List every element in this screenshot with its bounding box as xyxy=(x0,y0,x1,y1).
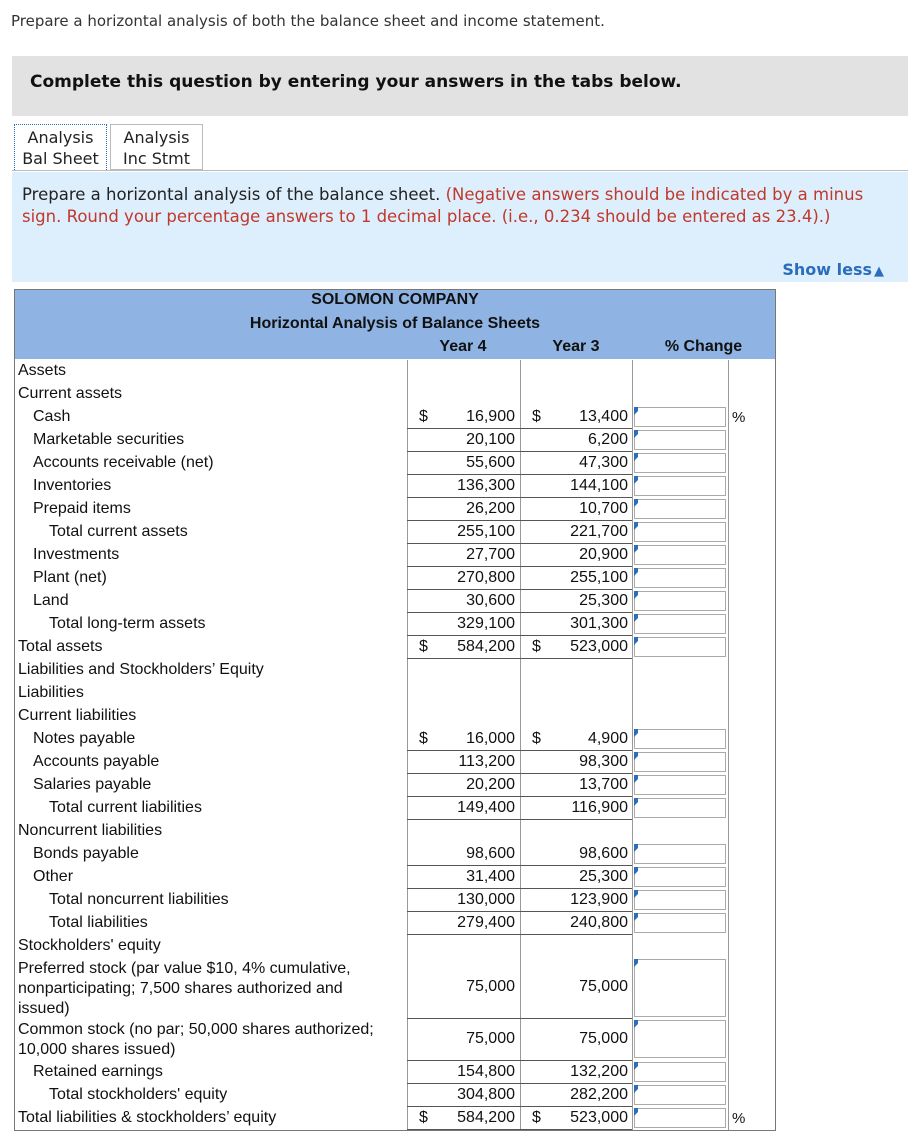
row-label: Salaries payable xyxy=(33,776,152,793)
column-divider xyxy=(728,498,729,521)
percent-sign: % xyxy=(732,409,746,426)
column-divider xyxy=(632,1061,633,1084)
column-divider xyxy=(632,1019,633,1061)
column-divider xyxy=(520,360,521,383)
value-year3: 75,000 xyxy=(579,1030,628,1047)
tab-analysis-inc-stmt[interactable] xyxy=(110,124,203,170)
column-divider xyxy=(407,705,408,728)
value-cell-border xyxy=(407,889,632,912)
table-row xyxy=(15,682,775,705)
column-divider xyxy=(632,567,633,590)
column-divider xyxy=(728,1107,729,1130)
value-cell-border xyxy=(407,452,632,475)
column-divider xyxy=(728,728,729,751)
column-divider xyxy=(632,429,633,452)
value-year4: 154,800 xyxy=(457,1063,515,1080)
column-divider xyxy=(520,383,521,406)
row-label: Other xyxy=(33,868,74,885)
column-divider xyxy=(728,590,729,613)
percent-change-input[interactable] xyxy=(634,476,726,496)
row-label: Stockholders' equity xyxy=(18,937,161,954)
instructions-panel xyxy=(12,172,908,282)
value-year4: 136,300 xyxy=(457,477,515,494)
percent-change-input[interactable] xyxy=(634,430,726,450)
row-label: Marketable securities xyxy=(33,431,185,448)
column-divider xyxy=(632,360,633,383)
value-year3: 75,000 xyxy=(579,978,628,995)
column-divider xyxy=(632,797,633,820)
percent-change-input[interactable] xyxy=(634,867,726,887)
row-label: Total stockholders' equity xyxy=(49,1086,228,1103)
dollar-sign: $ xyxy=(532,730,541,747)
value-year4: 149,400 xyxy=(457,799,515,816)
value-year3: 47,300 xyxy=(579,454,628,471)
column-divider xyxy=(728,613,729,636)
value-year3: 25,300 xyxy=(579,868,628,885)
value-year4: 255,100 xyxy=(457,523,515,540)
value-year3: 255,100 xyxy=(570,569,628,586)
dollar-sign: $ xyxy=(532,1109,541,1126)
table-header xyxy=(15,290,775,359)
row-label: Prepaid items xyxy=(33,500,131,517)
value-year3: 10,700 xyxy=(579,500,628,517)
column-divider xyxy=(728,820,729,843)
column-divider xyxy=(728,659,729,682)
value-year3: 98,300 xyxy=(579,753,628,770)
column-divider xyxy=(728,1084,729,1107)
column-divider xyxy=(728,636,729,659)
column-divider xyxy=(728,866,729,889)
value-cell-border xyxy=(407,613,632,636)
value-year3: 123,900 xyxy=(570,891,628,908)
value-cell-border xyxy=(407,797,632,820)
row-label: Total long-term assets xyxy=(49,615,206,632)
value-cell-border xyxy=(407,636,632,659)
value-year4: 20,200 xyxy=(466,776,515,793)
value-year3: 13,400 xyxy=(579,408,628,425)
column-divider xyxy=(728,682,729,705)
column-divider xyxy=(728,521,729,544)
column-divider xyxy=(632,958,633,1019)
dollar-sign: $ xyxy=(419,730,428,747)
row-label: Plant (net) xyxy=(33,569,107,586)
value-cell-border xyxy=(407,751,632,774)
column-divider xyxy=(632,935,633,958)
value-year4: 16,900 xyxy=(466,408,515,425)
tab-analysis-bal-sheet[interactable] xyxy=(14,124,107,170)
value-year3: 25,300 xyxy=(579,592,628,609)
value-year4: 584,200 xyxy=(457,638,515,655)
banner-text: Complete this question by entering your answers in the tabs below. xyxy=(30,72,682,92)
triangle-up-icon: ▲ xyxy=(874,264,884,279)
value-cell-border xyxy=(407,728,632,751)
col-change: % Change xyxy=(664,338,743,355)
row-label: Total liabilities & stockholders’ equity xyxy=(18,1109,277,1126)
col-year3: Year 3 xyxy=(552,338,600,355)
value-cell-border xyxy=(407,544,632,567)
row-label: Inventories xyxy=(33,477,112,494)
row-label: Current assets xyxy=(18,385,123,402)
instructions-text xyxy=(22,184,894,228)
value-year4: 130,000 xyxy=(457,891,515,908)
column-divider xyxy=(632,912,633,935)
value-year3: 116,900 xyxy=(571,799,628,816)
row-label: Liabilities and Stockholders’ Equity xyxy=(18,661,264,678)
row-label: Total assets xyxy=(18,638,103,655)
value-year3: 523,000 xyxy=(570,638,628,655)
percent-change-input[interactable] xyxy=(634,614,726,634)
percent-change-input[interactable] xyxy=(634,752,726,772)
column-divider xyxy=(520,682,521,705)
tab-line1: Analysis xyxy=(123,128,190,147)
column-divider xyxy=(728,383,729,406)
value-year3: 301,300 xyxy=(570,615,628,632)
percent-change-input[interactable] xyxy=(634,545,726,565)
column-divider xyxy=(632,889,633,912)
row-label: Current liabilities xyxy=(18,707,137,724)
column-divider xyxy=(632,590,633,613)
column-divider xyxy=(728,912,729,935)
column-divider xyxy=(728,1061,729,1084)
value-year3: 13,700 xyxy=(579,776,628,793)
dollar-sign: $ xyxy=(419,408,428,425)
percent-change-input[interactable] xyxy=(634,407,726,427)
value-year4: 30,600 xyxy=(466,592,515,609)
column-divider xyxy=(520,659,521,682)
row-label: Preferred stock (par value $10, 4% cumulative, nonparticipating; 7,500 shares authorized and issued) xyxy=(18,960,351,1017)
column-divider xyxy=(728,958,729,1019)
instructions-main: Prepare a horizontal analysis of the balance sheet. xyxy=(22,185,441,204)
column-divider xyxy=(407,682,408,705)
dollar-sign: $ xyxy=(532,638,541,655)
instruction-banner xyxy=(12,56,908,116)
percent-change-input[interactable] xyxy=(634,959,726,1017)
row-label: Investments xyxy=(33,546,120,563)
value-cell-border xyxy=(407,1107,632,1130)
value-cell-border xyxy=(407,1061,632,1084)
column-divider xyxy=(632,406,633,429)
column-divider xyxy=(407,360,408,383)
column-divider xyxy=(728,567,729,590)
column-divider xyxy=(632,866,633,889)
percent-change-input[interactable] xyxy=(634,1085,726,1105)
column-divider xyxy=(632,751,633,774)
col-year4: Year 4 xyxy=(439,338,487,355)
value-cell-border xyxy=(407,843,632,866)
column-divider xyxy=(728,1019,729,1061)
column-divider xyxy=(632,636,633,659)
row-label: Total current assets xyxy=(49,523,188,540)
value-year4: 27,700 xyxy=(466,546,515,563)
percent-change-input[interactable] xyxy=(634,1062,726,1082)
column-divider xyxy=(520,935,521,958)
column-divider xyxy=(520,820,521,843)
percent-change-input[interactable] xyxy=(634,522,726,542)
value-year3: 6,200 xyxy=(587,431,628,448)
value-year4: 75,000 xyxy=(466,1030,515,1047)
row-label: Notes payable xyxy=(33,730,136,747)
column-divider xyxy=(728,475,729,498)
row-label: Total noncurrent liabilities xyxy=(49,891,229,908)
column-divider xyxy=(728,751,729,774)
table-row xyxy=(15,383,775,406)
percent-sign: % xyxy=(732,1110,746,1127)
column-divider xyxy=(632,659,633,682)
column-divider xyxy=(407,659,408,682)
column-divider xyxy=(632,843,633,866)
value-year3: 132,200 xyxy=(570,1063,628,1080)
value-year4: 270,800 xyxy=(457,569,515,586)
column-divider xyxy=(632,544,633,567)
column-divider xyxy=(632,728,633,751)
value-year4: 98,600 xyxy=(466,845,515,862)
column-divider xyxy=(632,613,633,636)
dollar-sign: $ xyxy=(419,1109,428,1126)
column-divider xyxy=(728,705,729,728)
value-year3: 523,000 xyxy=(570,1109,628,1126)
value-year4: 16,000 xyxy=(466,730,515,747)
dollar-sign: $ xyxy=(419,638,428,655)
column-divider xyxy=(632,1084,633,1107)
dollar-sign: $ xyxy=(532,408,541,425)
percent-change-input[interactable] xyxy=(634,637,726,657)
column-divider xyxy=(407,935,408,958)
value-cell-border xyxy=(407,866,632,889)
column-divider xyxy=(632,774,633,797)
value-year3: 240,800 xyxy=(570,914,628,931)
percent-change-input[interactable] xyxy=(634,591,726,611)
tab-line2: Inc Stmt xyxy=(122,149,191,168)
percent-change-input[interactable] xyxy=(634,775,726,795)
column-divider xyxy=(728,406,729,429)
column-divider xyxy=(407,383,408,406)
column-divider xyxy=(520,705,521,728)
table-row xyxy=(15,360,775,383)
value-cell-border xyxy=(407,475,632,498)
column-divider xyxy=(632,452,633,475)
row-label: Total current liabilities xyxy=(49,799,202,816)
percent-change-input[interactable] xyxy=(634,890,726,910)
percent-change-input[interactable] xyxy=(634,798,726,818)
column-divider xyxy=(632,521,633,544)
column-divider xyxy=(728,797,729,820)
value-year3: 98,600 xyxy=(579,845,628,862)
value-cell-border xyxy=(407,590,632,613)
balance-sheet-table xyxy=(14,289,776,1131)
value-year4: 26,200 xyxy=(466,500,515,517)
instructions-note: (Negative answers should be indicated by a minus sign. Round your percentage answers to 1 decimal place. (i.e., 0.234 should be entered as 23.4).) xyxy=(22,185,864,226)
value-cell-border xyxy=(407,1084,632,1107)
column-divider xyxy=(632,682,633,705)
row-label: Accounts payable xyxy=(33,753,160,770)
value-cell-border xyxy=(407,521,632,544)
value-cell-border xyxy=(407,958,632,1019)
percent-change-input[interactable] xyxy=(634,844,726,864)
value-year3: 221,700 xyxy=(570,523,628,540)
percent-change-input[interactable] xyxy=(634,499,726,519)
percent-change-input[interactable] xyxy=(634,568,726,588)
company-name: SOLOMON COMPANY xyxy=(311,291,479,308)
value-year3: 20,900 xyxy=(579,546,628,563)
value-year4: 55,600 xyxy=(466,454,515,471)
column-divider xyxy=(728,889,729,912)
value-cell-border xyxy=(407,498,632,521)
value-cell-border xyxy=(407,406,632,429)
column-divider xyxy=(632,1107,633,1130)
row-label: Accounts receivable (net) xyxy=(33,454,214,471)
value-cell-border xyxy=(407,774,632,797)
value-cell-border xyxy=(407,429,632,452)
column-divider xyxy=(728,843,729,866)
value-year4: 304,800 xyxy=(457,1086,515,1103)
row-label: Bonds payable xyxy=(33,845,139,862)
column-divider xyxy=(632,705,633,728)
tab-line1: Analysis xyxy=(27,128,94,147)
value-year4: 113,200 xyxy=(458,753,515,770)
tab-divider xyxy=(12,170,908,171)
column-divider xyxy=(728,452,729,475)
tab-line2: Bal Sheet xyxy=(22,149,99,168)
value-year3: 4,900 xyxy=(587,730,628,747)
show-less-label: Show less xyxy=(782,260,872,279)
percent-change-input[interactable] xyxy=(634,1020,726,1058)
show-less-toggle[interactable] xyxy=(782,260,884,279)
column-divider xyxy=(632,498,633,521)
table-subtitle: Horizontal Analysis of Balance Sheets xyxy=(249,315,541,332)
percent-change-input[interactable] xyxy=(634,453,726,473)
value-year4: 20,100 xyxy=(466,431,515,448)
column-divider xyxy=(728,544,729,567)
value-cell-border xyxy=(407,912,632,935)
question-prompt: Prepare a horizontal analysis of both the balance sheet and income statement. xyxy=(11,12,605,30)
column-divider xyxy=(632,820,633,843)
value-cell-border xyxy=(407,567,632,590)
column-divider xyxy=(407,820,408,843)
row-label: Assets xyxy=(18,362,67,379)
value-year3: 144,100 xyxy=(570,477,628,494)
row-label: Common stock (no par; 50,000 shares authorized; 10,000 shares issued) xyxy=(18,1021,374,1058)
percent-change-input[interactable] xyxy=(634,1108,726,1128)
row-label: Total liabilities xyxy=(49,914,148,931)
value-year3: 282,200 xyxy=(570,1086,628,1103)
column-divider xyxy=(632,475,633,498)
row-label: Land xyxy=(33,592,69,609)
row-label: Liabilities xyxy=(18,684,84,701)
value-year4: 31,400 xyxy=(466,868,515,885)
column-divider xyxy=(728,429,729,452)
column-divider xyxy=(728,935,729,958)
column-divider xyxy=(632,383,633,406)
column-divider xyxy=(728,360,729,383)
percent-change-input[interactable] xyxy=(634,913,726,933)
row-label: Cash xyxy=(33,408,71,425)
percent-change-input[interactable] xyxy=(634,729,726,749)
value-year4: 329,100 xyxy=(457,615,515,632)
value-year4: 584,200 xyxy=(457,1109,515,1126)
value-year4: 75,000 xyxy=(466,978,515,995)
value-cell-border xyxy=(407,1019,632,1061)
row-label: Retained earnings xyxy=(33,1063,163,1080)
row-label: Noncurrent liabilities xyxy=(18,822,163,839)
value-year4: 279,400 xyxy=(457,914,515,931)
column-divider xyxy=(728,774,729,797)
